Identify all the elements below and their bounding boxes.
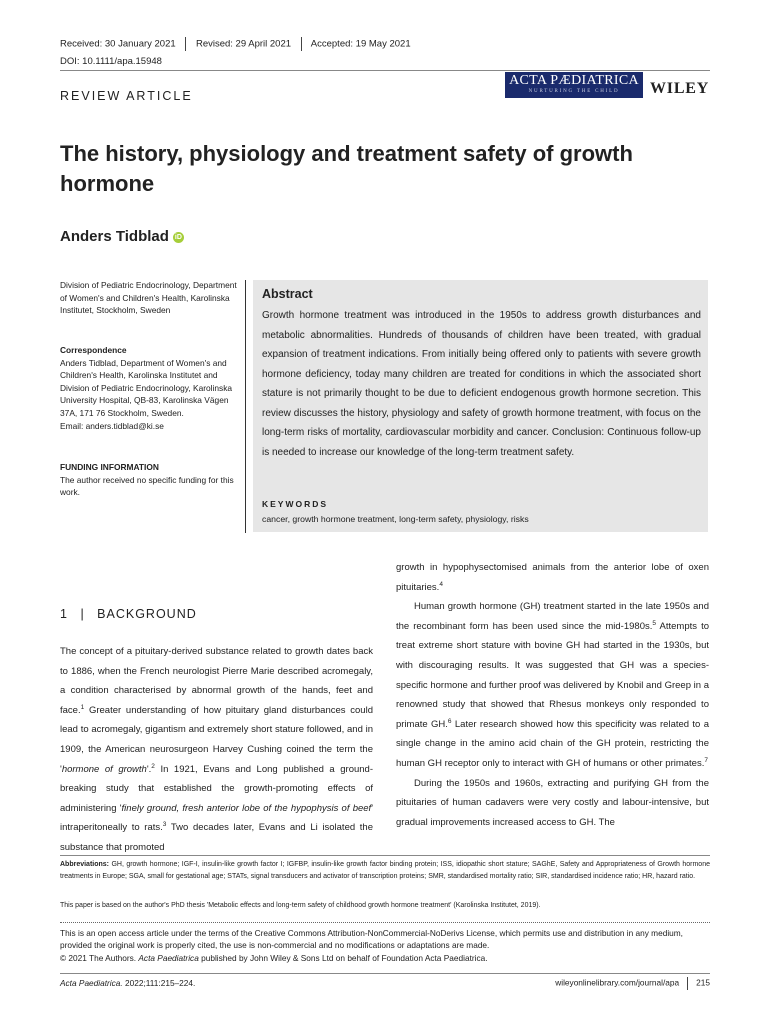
article-title: The history, physiology and treatment safety of growth hormone	[60, 141, 633, 196]
citation-ref[interactable]: 2	[151, 762, 155, 770]
funding-block	[60, 461, 240, 499]
abstract-box	[253, 280, 708, 532]
keywords-heading: KEYWORDS	[262, 499, 329, 509]
paragraph: growth in hypophysectomised animals from the anterior lobe of oxen pituitaries.$^4$	[396, 562, 709, 593]
divider	[687, 977, 688, 990]
received-date: Received: 30 January 2021	[60, 38, 176, 50]
abstract-heading: Abstract	[262, 287, 313, 301]
citation-ref[interactable]: 3	[162, 821, 167, 829]
citation-ref[interactable]: 5	[652, 619, 656, 627]
footer-right	[555, 977, 710, 990]
section-divider: |	[80, 607, 85, 621]
affiliation: Division of Pediatric Endocrinology, Department of Women's and Children's Health, Karolinska Institutet, Stockholm, Sweden	[60, 280, 237, 316]
abbreviations-heading: Abbreviations:	[60, 861, 110, 868]
correspondence-heading: Correspondence	[60, 345, 127, 355]
citation-ref[interactable]: 4	[439, 580, 443, 588]
footnote-rule	[60, 855, 710, 856]
license-rule	[60, 922, 710, 923]
funding-text: The author received no specific funding for this work.	[60, 474, 234, 498]
article-type: REVIEW ARTICLE	[60, 89, 193, 103]
accepted-date: Accepted: 19 May 2021	[310, 38, 411, 50]
section-number: 1	[60, 607, 68, 621]
license-text: This is an open access article under the terms of the Creative Commons Attribution-NonCommercial-NoDerivs License, which permits use and distribution in any medium, provided the original work is properly cited, the use is non-commercial and no modifications or adaptations are made.	[60, 928, 683, 951]
abstract-rule	[245, 280, 246, 533]
correspondence-address: Anders Tidblad, Department of Women's and Children's Health, Karolinska Institutet and Division of Pediatric Endocrinology, Karolinska University Hospital, QB-83, Karolinska Vägen 37A, 171 76 Stockholm, Sweden.	[60, 357, 233, 418]
funding-heading: FUNDING INFORMATION	[60, 462, 159, 472]
citation-ref[interactable]: 6	[447, 717, 452, 725]
divider	[185, 37, 186, 51]
email[interactable]: Email: anders.tidblad@ki.se	[60, 420, 164, 431]
correspondence-block	[60, 344, 240, 432]
author-name[interactable]: Anders Tidblad	[60, 228, 169, 245]
divider	[301, 37, 302, 51]
abbreviations: Abbreviations: GH, growth hormone; IGF-I, insulin-like growth factor I; IGFBP, insulin-like growth factor binding protein; ISS, idiopathic short stature; SAGhE, Safety and Appropriateness of Growth hormone treatments in Europe; SGA, small for gestational age; STATs, signal transducers and activator of transcription proteins; SMR, standardised mortality ratio; SIR, standardised incidence ratio; HR, hazard ratio.	[60, 861, 710, 880]
body-column-1	[60, 642, 373, 858]
paragraph: The concept of a pituitary-derived substance related to growth dates back to 1886, when the French neurologist Pierre Marie described acromegaly, a condition characterised by abnormal growth of the hands, feet and face.$^1$ Greater understanding of how pituitary gland disturbances could lead to acromegaly, gigantism and extremely short stature followed, and in 1909, the American neurosurgeon Harvey Cushing coined the term the 'hormone of growth'.$^2$ In 1921, Evans and Long published a ground-breaking study that established the growth-promoting effects of administering 'finely ground, fresh anterior lobe of the hypophysis of beef' intraperitoneally to rats.$^3$ Two decades later, Evans and Li isolated the substance that promoted	[60, 646, 374, 853]
body-column-2	[396, 558, 709, 832]
section-title: BACKGROUND	[97, 607, 197, 621]
journal-tagline: NURTURING THE CHILD	[528, 89, 620, 94]
doi[interactable]: DOI: 10.1111/apa.15948	[60, 56, 162, 67]
abstract-text: Growth hormone treatment was introduced in the 1950s to address growth disturbances and metabolic abnormalities. Hundreds of thousands of children have been treated, with gradual expansion of treatment indications. From initially being offered only to patients with severe growth hormone deficiency, today many children are treated for conditions in which the associated short stature is not primarily thought to be due to deficient endogenous growth hormone secretion. This review discusses the history, physiology and safety of growth hormone treatment, with focus on the long-term risks of mortality, cardiovascular morbidity and cancer. Conclusion: Continuous follow-up is needed to increase our knowledge of the long-term treatment safety.	[262, 310, 701, 458]
publisher-logo[interactable]: WILEY	[650, 80, 710, 97]
header-rule	[60, 70, 710, 71]
paragraph: During the 1950s and 1960s, extracting and purifying GH from the pituitaries of human cadavers were very costly and labour-intensive, but gradual improvements increased access to GH. The	[396, 777, 709, 828]
dates-line	[60, 37, 411, 51]
paragraph: Human growth hormone (GH) treatment started in the late 1950s and the recombinant form has been used since the mid-1980s.$^5$ Attempts to treat extreme short stature with bovine GH had started in the 1930s, but with discouraging results. It was suggested that GH was a species-specific hormone and further proof was delivered by Knobil and Greep in a renowned study that showed that Rhesus monkeys only responded to primate GH.$^6$ Later research showed how this specificity was related to a single change in the amino acid chain of the GH protein, restricting the human GH receptor only to interact with GH of humans or other primates.$^7$	[396, 601, 709, 769]
citation-footer: Acta Paediatrica. 2022;111:215–224.	[60, 978, 196, 988]
journal-url[interactable]: wileyonlinelibrary.com/journal/apa	[555, 977, 680, 988]
page-number: 215	[696, 977, 710, 988]
keywords: cancer, growth hormone treatment, long-term safety, physiology, risks	[262, 514, 529, 524]
citation-ref[interactable]: 7	[704, 756, 708, 764]
license: This is an open access article under the terms of the Creative Commons Attribution-NonCommercial-NoDerivs License, which permits use and distribution in any medium, provided the original work is properly cited, the use is non-commercial and no modifications or adaptations are made. © 2021 The Authors. Acta Paediatrica published by John Wiley & Sons Ltd on behalf of Foundation Acta Paediatrica.	[60, 928, 683, 963]
thesis-note: This paper is based on the author's PhD thesis 'Metabolic effects and long-term safety of childhood growth hormone treatment' (Karolinska Institutet, 2019).	[60, 902, 541, 909]
citation-ref[interactable]: 1	[80, 703, 85, 711]
section-heading	[60, 607, 197, 621]
orcid-icon[interactable]: iD	[174, 233, 182, 241]
journal-logo[interactable]	[505, 72, 643, 98]
journal-name: ACTA PÆDIATRICA	[509, 73, 639, 88]
revised-date: Revised: 29 April 2021	[195, 38, 292, 50]
footer-rule	[60, 973, 710, 974]
author-line	[60, 228, 184, 245]
